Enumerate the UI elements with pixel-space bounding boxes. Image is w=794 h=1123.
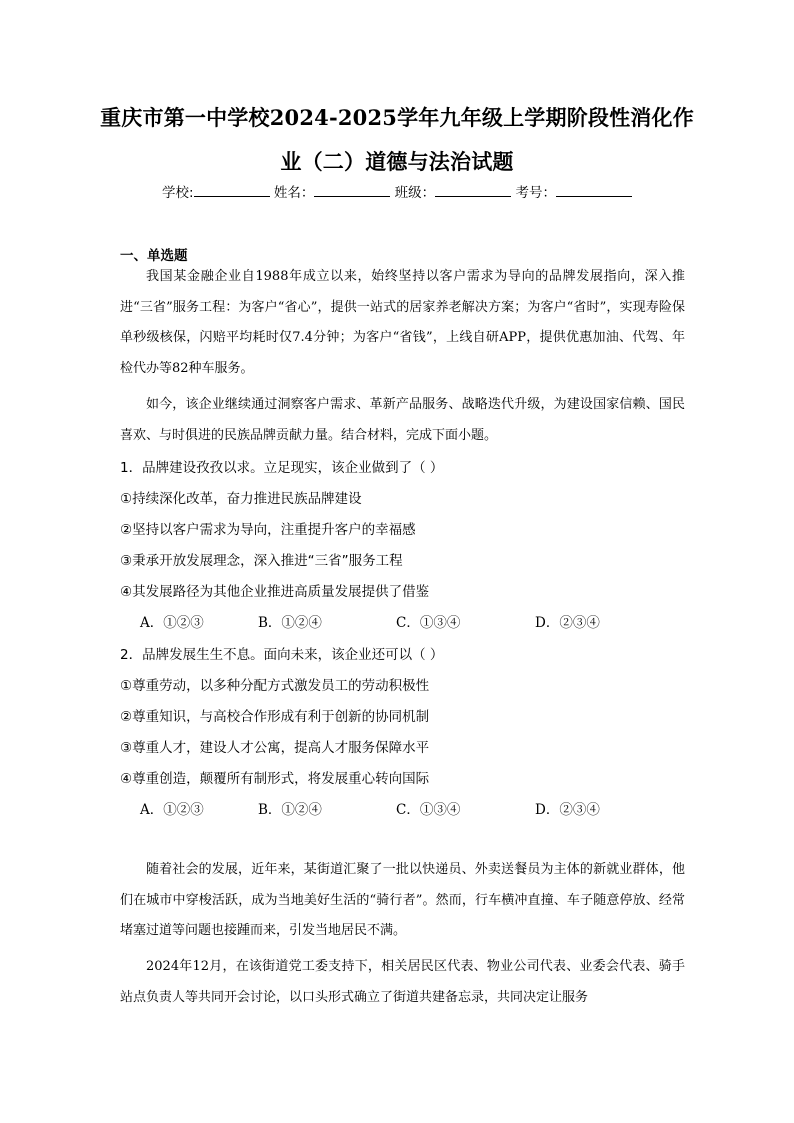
section-title: 一、单选题	[120, 248, 188, 264]
exam-title-line-2: 业（二）道德与法治试题	[280, 149, 514, 174]
question-2-stem: 2．品牌发展生生不息。面向未来，该企业还可以（ ）	[120, 647, 444, 663]
question-1-option-c[interactable]: C．①③④	[396, 615, 461, 631]
name-label: 姓名：	[273, 185, 315, 201]
question-2-item: ③尊重人才，建设人才公寓，提高人才服务保障水平	[120, 740, 430, 756]
name-blank[interactable]	[314, 184, 390, 197]
question-1-option-b[interactable]: B．①②④	[258, 615, 322, 631]
question-2-item: ④尊重创造，颠覆所有制形式，将发展重心转向国际	[120, 771, 430, 787]
exam-title-line-1: 重庆市第一中学校2024-2025学年九年级上学期阶段性消化作	[100, 105, 694, 130]
question-1-stem: 1．品牌建设孜孜以求。立足现实，该企业做到了（ ）	[120, 460, 444, 476]
question-1-item: ④其发展路径为其他企业推进高质量发展提供了借鉴	[120, 584, 430, 600]
question-2-option-c[interactable]: C．①③④	[396, 802, 461, 818]
material2-paragraph-1: 随着社会的发展，近年来，某街道汇聚了一批以快递员、外卖送餐员为主体的新就业群体，他们在城市中穿梭活跃，成为当地美好生活的“骑行者”。然而，行车横冲直撞、车子随意停放、经常堵塞过道等问题也接踵而来，引发当地居民不满。	[120, 862, 685, 938]
school-label: 学校:	[162, 185, 194, 201]
question-1-option-d[interactable]: D．②③④	[535, 615, 600, 631]
material2-paragraph-2: 2024年12月，在该街道党工委支持下，相关居民区代表、物业公司代表、业委会代表、骑手站点负责人等共同开会讨论，以口头形式确立了街道共建备忘录，共同决定让服务	[120, 959, 685, 1005]
material1-paragraph-1: 我国某金融企业自1988年成立以来，始终坚持以客户需求为导向的品牌发展指向，深入推进“三省”服务工程：为客户“省心”，提供一站式的居家养老解决方案；为客户“省时”，实现寿险保单秒级核保，闪赔平均耗时仅7.4分钟；为客户“省钱”，上线自研APP，提供优惠加油、代驾、年检代办等82种车服务。	[120, 269, 685, 376]
class-label: 班级：	[394, 185, 436, 201]
question-2-item: ②尊重知识，与高校合作形成有利于创新的协同机制	[120, 709, 430, 725]
student-info-line	[80, 181, 714, 201]
material1-paragraph-2: 如今，该企业继续通过洞察客户需求、革新产品服务、战略迭代升级，为建设国家信赖、国民喜欢、与时俱进的民族品牌贡献力量。结合材料，完成下面小题。	[120, 397, 685, 443]
id-label: 考号：	[515, 185, 556, 201]
question-2-option-b[interactable]: B．①②④	[258, 802, 322, 818]
question-1-option-a[interactable]: A．①②③	[140, 615, 204, 631]
question-1-item: ②坚持以客户需求为导向，注重提升客户的幸福感	[120, 522, 416, 538]
question-2-option-d[interactable]: D．②③④	[535, 802, 600, 818]
question-2-item: ①尊重劳动，以多种分配方式激发员工的劳动积极性	[120, 678, 430, 694]
school-blank[interactable]	[194, 184, 270, 197]
question-2-option-a[interactable]: A．①②③	[140, 802, 204, 818]
class-blank[interactable]	[435, 184, 511, 197]
question-1-item: ①持续深化改革，奋力推进民族品牌建设	[120, 491, 362, 507]
id-blank[interactable]	[556, 184, 632, 197]
question-1-item: ③秉承开放发展理念，深入推进“三省”服务工程	[120, 553, 403, 569]
